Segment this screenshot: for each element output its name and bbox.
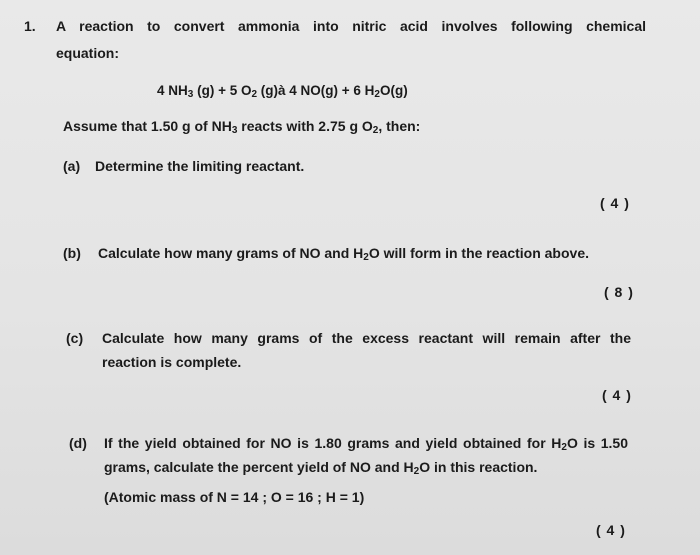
question-intro-line1: A reaction to convert ammonia into nitric acid involves following chemical bbox=[56, 18, 646, 34]
part-d-line2: grams, calculate the percent yield of NO and $H_2O$ in this reaction. bbox=[104, 459, 538, 477]
part-b-label: (b) bbox=[63, 245, 81, 261]
part-d-label: (d) bbox=[69, 435, 87, 451]
part-c-line2: reaction is complete. bbox=[102, 354, 242, 370]
part-c-label: (c) bbox=[66, 330, 84, 346]
atomic-mass-note: (Atomic mass of N = 14 ; O = 16 ; H = 1) bbox=[104, 489, 365, 505]
part-a-text: Determine the limiting reactant. bbox=[95, 158, 305, 174]
part-c-line1: Calculate how many grams of the excess reactant will remain after the bbox=[102, 330, 631, 346]
chemical-equation: 4 $NH_3$ (g) + 5 $O_2$ (g)à 4 NO(g) + 6 $H_2O(g)$ bbox=[157, 83, 408, 100]
part-c-marks: ( 4 ) bbox=[602, 387, 632, 403]
part-d-line1: If the yield obtained for NO is 1.80 grams and yield obtained for $H_2O$ is 1.50 bbox=[104, 435, 628, 453]
part-b-marks: ( 8 ) bbox=[604, 284, 634, 300]
part-a-label: (a) bbox=[63, 158, 81, 174]
part-a-marks: ( 4 ) bbox=[600, 195, 630, 211]
part-d-marks: ( 4 ) bbox=[596, 522, 626, 538]
question-intro-line2: equation: bbox=[56, 45, 119, 61]
part-b-text: Calculate how many grams of NO and $H_2O$ will form in the reaction above. bbox=[98, 245, 589, 263]
assumption-line: Assume that 1.50 g of $NH_3$ reacts with 2.75 g $O_2$, then: bbox=[63, 118, 421, 136]
question-number: 1. bbox=[24, 18, 36, 34]
